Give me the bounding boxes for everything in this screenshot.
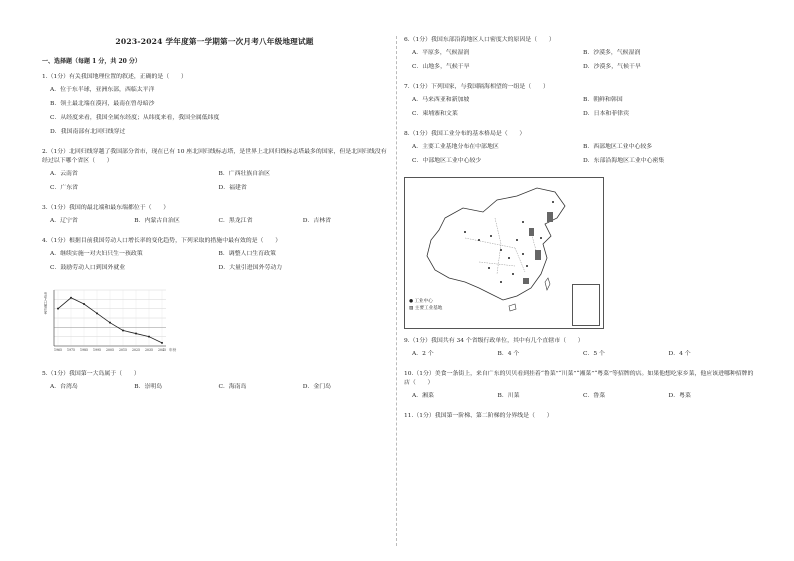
option-a[interactable]: A．2 个	[412, 351, 434, 357]
data-point	[161, 342, 163, 344]
question-3: 3.（1分）我国的最北端和最东端都位于（ ）	[42, 205, 170, 211]
question-9: 9.（1分）我国共有 34 个省级行政单位，其中有几个直辖市（ ）	[404, 338, 584, 344]
option-b[interactable]: B．崇明岛	[134, 384, 163, 390]
question-4: 4.（1分）根据目前我国劳动人口增长率的变化趋势，下列采取的措施中最有效的是（ ）	[42, 238, 282, 244]
option-a[interactable]: A．位于东半球，亚洲东部，西临太平洋	[50, 87, 155, 93]
option-b[interactable]: B．朝鲜和韩国	[583, 97, 623, 103]
option-d[interactable]: D．东部沿海地区工业中心密集	[583, 158, 665, 164]
option-a[interactable]: A．继续实施一对夫妇只生一孩政策	[50, 251, 143, 257]
option-a[interactable]: A．平原多，气候湿润	[412, 50, 470, 56]
option-a[interactable]: A．主要工业基地分布在中部地区	[412, 144, 499, 150]
option-d[interactable]: D．沙漠多，气候干旱	[583, 64, 641, 70]
question-4-options	[50, 250, 387, 278]
option-c[interactable]: C．海南岛	[218, 384, 247, 390]
question-7: 7.（1分）下列国家，与我国隔海相望的一组是（ ）	[404, 84, 549, 90]
option-a[interactable]: A．马来西亚和新加坡	[412, 97, 470, 103]
island-hainan	[509, 304, 516, 311]
option-a[interactable]: A．台湾岛	[50, 384, 78, 390]
center-dot	[552, 201, 554, 203]
option-c[interactable]: C．黑龙江省	[218, 218, 253, 224]
option-a[interactable]: A．云南省	[50, 171, 78, 177]
page-title: 2023-2024 学年度第一学期第一次月考八年级地理试题	[115, 37, 314, 46]
question-8-options	[412, 143, 754, 171]
option-b[interactable]: B．领土最北端在漠河，最南在曾母暗沙	[50, 101, 155, 107]
data-point	[57, 308, 59, 310]
option-c[interactable]: C．山地多，气候干旱	[412, 64, 470, 70]
center-dot	[512, 273, 514, 275]
question-9-options	[412, 350, 754, 364]
question-7-options	[412, 96, 754, 124]
data-point	[148, 336, 150, 338]
center-dot	[540, 237, 542, 239]
option-a[interactable]: A．湘菜	[412, 393, 434, 399]
option-b[interactable]: B．4 个	[497, 351, 520, 357]
center-dot	[508, 257, 510, 259]
data-point	[83, 303, 85, 305]
option-d[interactable]: D．福建省	[218, 185, 247, 191]
data-point	[122, 329, 124, 331]
industrial-centers	[464, 201, 554, 283]
data-point	[135, 333, 137, 335]
china-outline	[427, 188, 565, 300]
option-d[interactable]: D．粤菜	[668, 393, 691, 399]
line-chart-svg	[42, 284, 182, 358]
question-6-options	[412, 49, 754, 77]
option-d[interactable]: D．吉林省	[302, 218, 332, 224]
question-8: 8.（1分）我国工业分布的基本格局是（ ）	[404, 131, 526, 137]
question-5: 5.（1分）我国第一大岛属于（ ）	[42, 371, 140, 377]
center-dot	[522, 253, 524, 255]
option-c[interactable]: C．中部地区工业中心较少	[412, 158, 482, 164]
x-tick-label: 2015	[118, 348, 128, 352]
legend-industrial-center: ● 工业中心	[409, 299, 433, 304]
x-tick-label: 2005	[105, 348, 115, 352]
data-point	[70, 297, 72, 299]
question-10-options	[412, 392, 754, 406]
question-2-options	[50, 170, 387, 198]
center-dot	[500, 281, 502, 283]
question-1-options	[50, 86, 387, 142]
option-c[interactable]: C．从经度来看，我国全属东经度；从纬度来看，我国全属低纬度	[50, 115, 220, 121]
x-tick-label: 2025	[131, 348, 141, 352]
map-legend	[409, 298, 442, 312]
section-heading: 一、选择题（每题 1 分，共 20 分）	[42, 58, 141, 65]
question-5-options	[50, 383, 387, 397]
center-dot	[488, 267, 490, 269]
option-c[interactable]: C．5 个	[583, 351, 605, 357]
question-1: 1.（1分）有关我国地理位置的叙述，正确的是（ ）	[42, 74, 187, 80]
legend-industrial-base: ▨ 主要工业基地	[409, 306, 443, 311]
option-a[interactable]: A．辽宁省	[50, 218, 78, 224]
option-c[interactable]: C．鼓励劳动人口到国外就业	[50, 265, 126, 271]
option-b[interactable]: B．内蒙古自治区	[134, 218, 180, 224]
option-d[interactable]: D．大量引进国外劳动力	[218, 265, 283, 271]
center-dot	[478, 239, 480, 241]
center-dot	[526, 265, 528, 267]
question-11: 11.（1分）我国第一阶梯、第二阶梯的分界线是（ ）	[404, 413, 553, 419]
option-b[interactable]: B．西部地区工业中心较多	[583, 144, 653, 150]
question-10: 10.（1分）美食一条街上，来自广东的贝贝看到挂着“鲁菜”“川菜”“湘菜”“粤菜”等招牌的店。如果他想吃家乡菜，他应该进哪种招牌的店（ ）	[404, 371, 754, 386]
south-china-sea-inset	[572, 284, 600, 326]
x-tick-label: 1965	[53, 348, 63, 352]
x-tick-label: 1975	[66, 348, 76, 352]
industrial-bases	[523, 212, 553, 284]
x-tick-label: 1985	[79, 348, 89, 352]
option-b[interactable]: B．川菜	[497, 393, 520, 399]
option-c[interactable]: C．柬埔寨和文莱	[412, 111, 458, 117]
center-dot	[522, 221, 524, 223]
labor-growth-chart	[42, 284, 387, 362]
option-b[interactable]: B．调整人口生育政策	[218, 251, 276, 257]
data-point	[109, 322, 111, 324]
data-point	[96, 312, 98, 314]
center-dot	[490, 235, 492, 237]
option-d[interactable]: D．日本和菲律宾	[583, 111, 629, 117]
island-taiwan	[545, 278, 550, 290]
x-axis-label: 年份	[169, 348, 177, 352]
x-tick-label: 2045	[157, 348, 167, 352]
question-2: 2.（1分）北回归线穿越了我国部分省市，现在已有 10 座北回归线标志塔，是世界上北回归线标志塔最多的国家，但是北回归线没有经过以下哪个省区（ ）	[42, 149, 387, 164]
column-divider	[396, 36, 397, 546]
base-pearl-river	[523, 278, 529, 284]
question-3-options	[50, 217, 387, 231]
option-c[interactable]: C．广东省	[50, 185, 79, 191]
x-tick-label: 2035	[144, 348, 154, 352]
center-dot	[516, 239, 518, 241]
option-d[interactable]: D．4 个	[668, 351, 691, 357]
option-d[interactable]: D．我国南部有北回归线穿过	[50, 129, 126, 135]
base-jingjintang	[529, 228, 534, 236]
x-tick-label: 1995	[92, 348, 102, 352]
option-b[interactable]: B．沙漠多，气候湿润	[583, 50, 641, 56]
center-dot	[500, 249, 502, 251]
option-c[interactable]: C．鲁菜	[583, 393, 606, 399]
left-column	[42, 36, 387, 403]
question-6: 6.（1分）我国东部沿海地区人口密度大的原因是（ ）	[404, 37, 555, 43]
right-column	[404, 36, 754, 425]
base-hunan-yangtze	[535, 250, 541, 260]
china-industry-map	[404, 177, 604, 329]
y-axis-label: 劳动人口增长率	[43, 292, 47, 315]
base-liaozhong	[547, 212, 553, 222]
center-dot	[464, 231, 466, 233]
option-b[interactable]: B．广西壮族自治区	[218, 171, 270, 177]
option-d[interactable]: D．金门岛	[302, 384, 332, 390]
